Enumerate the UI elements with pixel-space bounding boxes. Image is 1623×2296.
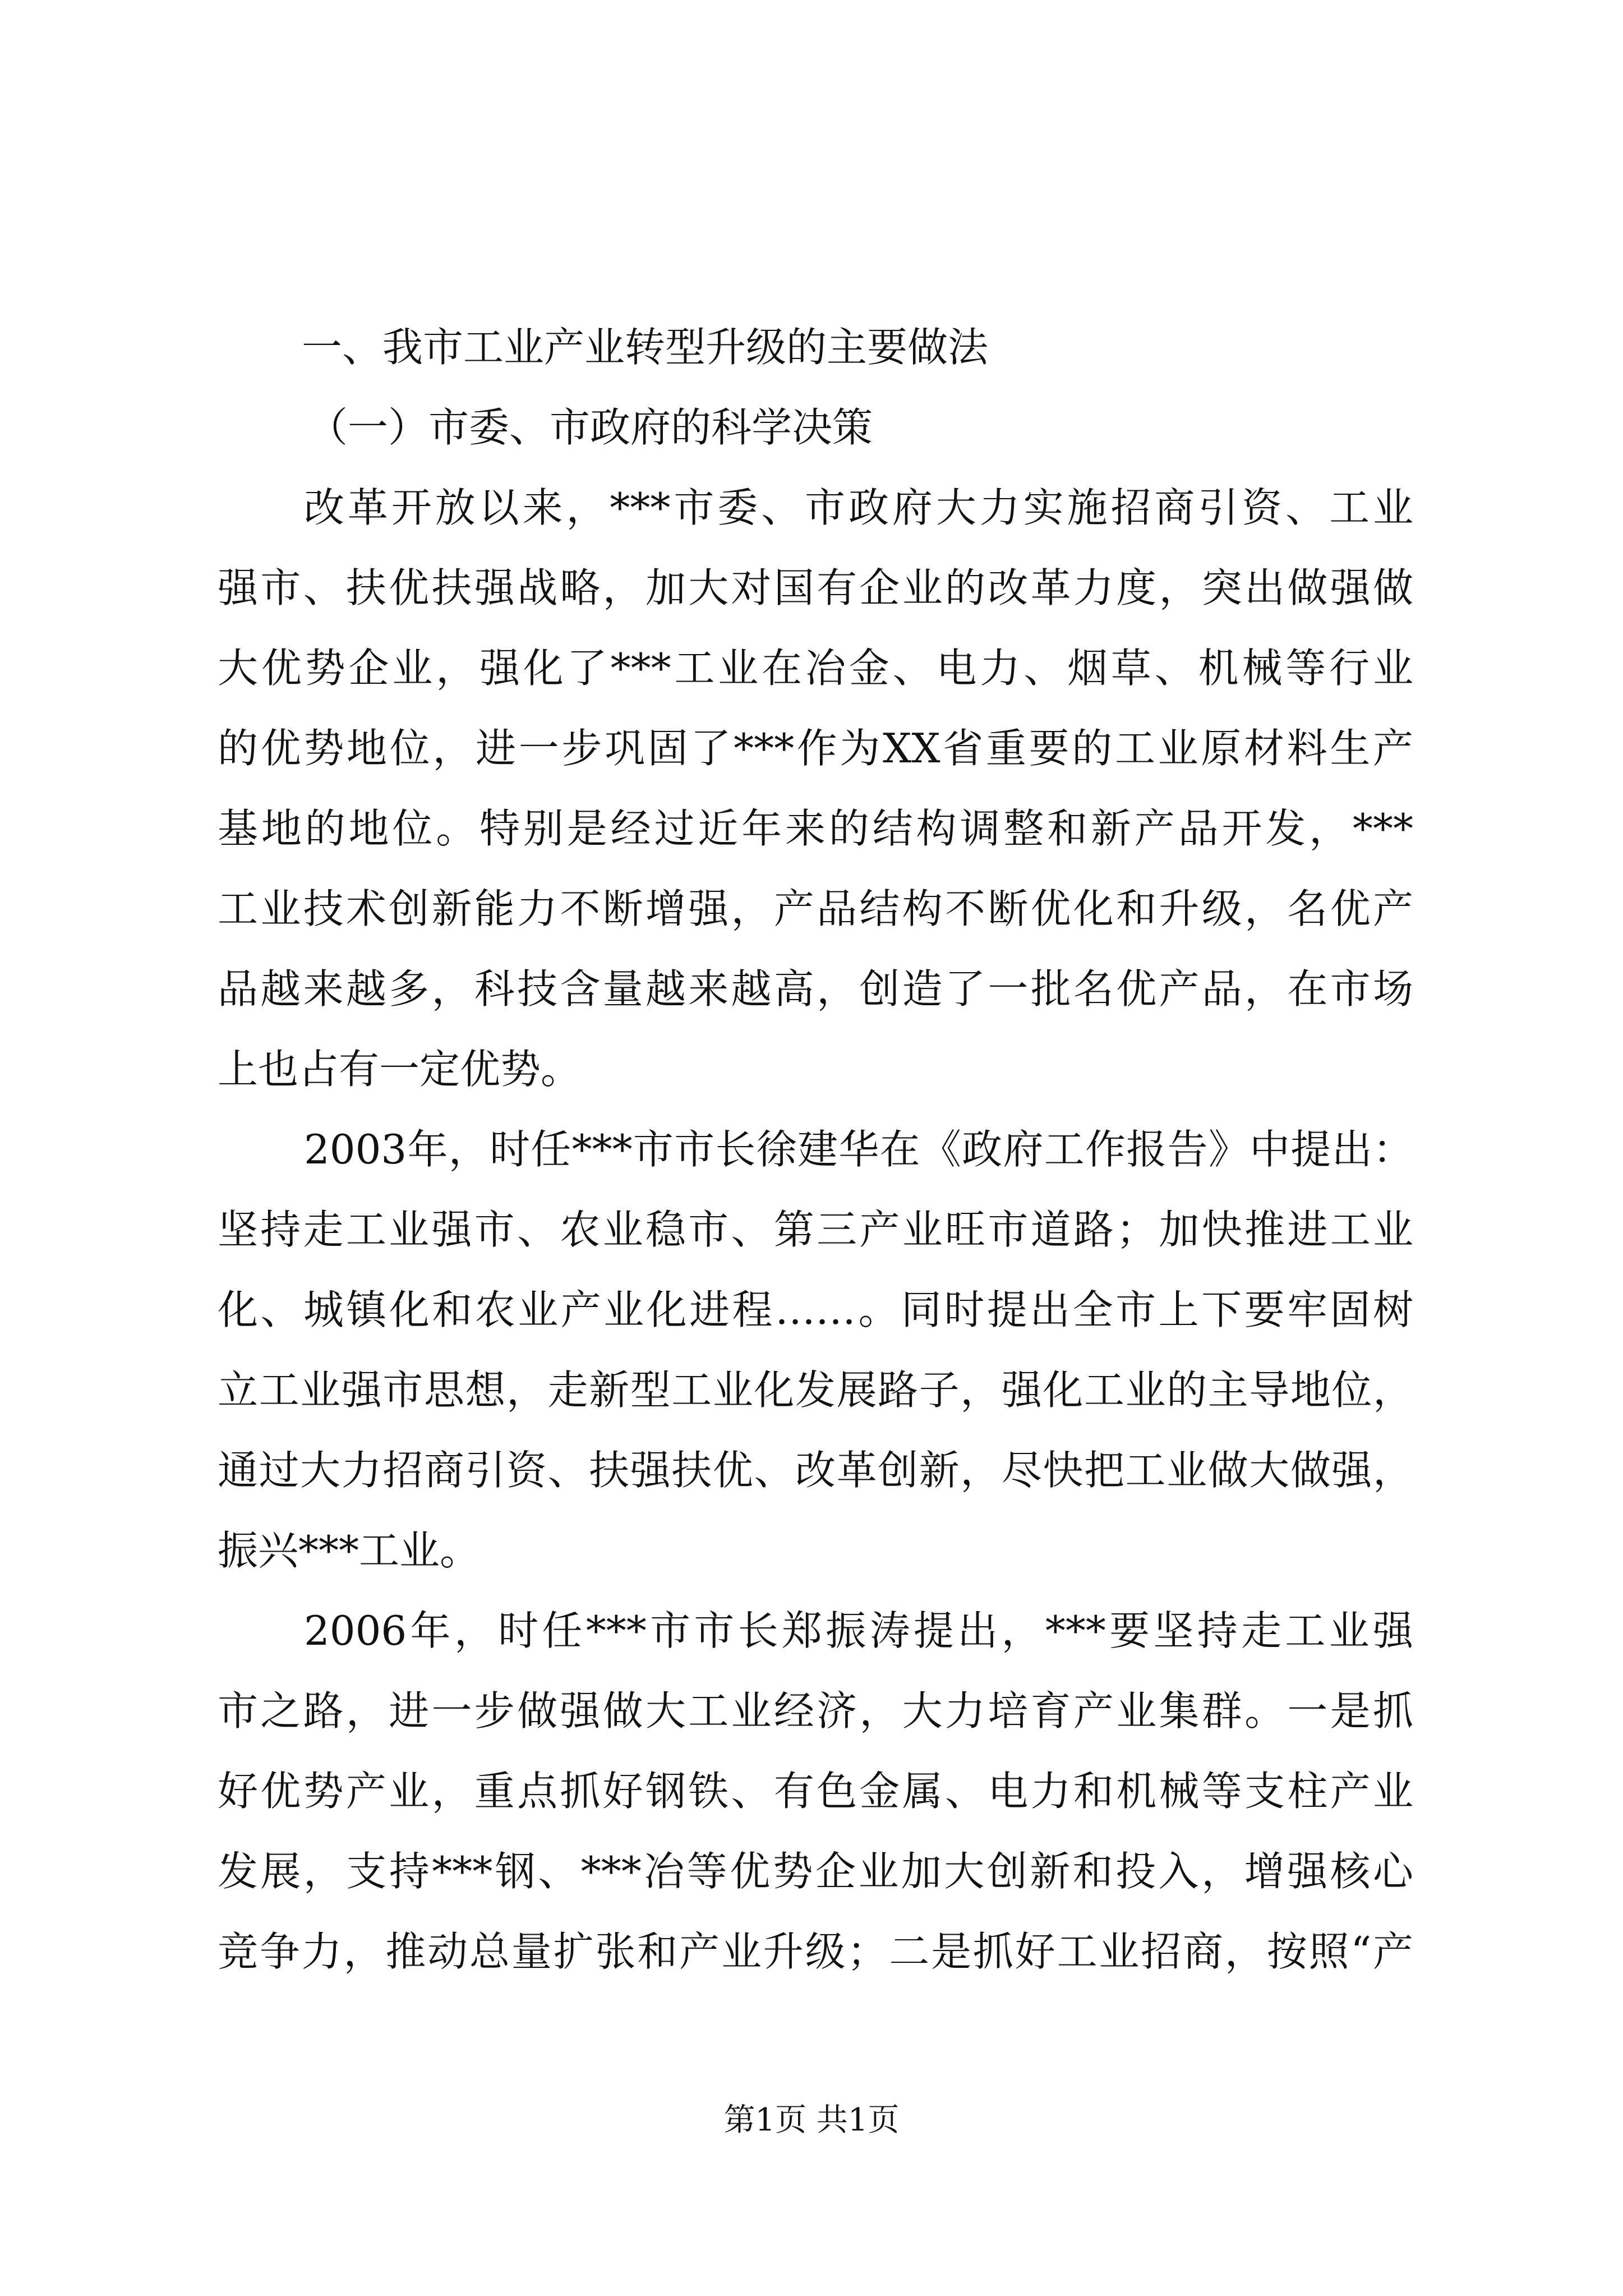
paragraph-line: 大优势企业，强化了***工业在冶金、电力、烟草、机械等行业 (218, 645, 1413, 692)
paragraph-line: 强市、扶优扶强战略，加大对国有企业的改革力度，突出做强做 (218, 564, 1413, 611)
paragraph-2 (218, 1110, 1413, 1591)
page-number-footer: 第1页 共1页 (723, 2102, 900, 2138)
paragraph-line: 竞争力，推动总量扩张和产业升级；二是抓好工业招商，按照“产 (218, 1928, 1413, 1975)
paragraph-line: 振兴***工业。 (218, 1527, 481, 1574)
paragraph-line: 基地的地位。特别是经过近年来的结构调整和新产品开发，*** (218, 805, 1413, 852)
paragraph-line: 坚持走工业强市、农业稳市、第三产业旺市道路；加快推进工业 (218, 1206, 1413, 1253)
section-heading: 一、我市工业产业转型升级的主要做法 (302, 324, 989, 371)
paragraph-3 (218, 1591, 1413, 1992)
document-body (218, 307, 1413, 1992)
paragraph-line: 品越来越多，科技含量越来越高，创造了一批名优产品，在市场 (218, 965, 1413, 1013)
paragraph-line: 立工业强市思想，走新型工业化发展路子，强化工业的主导地位， (218, 1366, 1413, 1414)
paragraph-line: 市之路，进一步做强做大工业经济，大力培育产业集群。一是抓 (218, 1687, 1413, 1734)
paragraph-line: 工业技术创新能力不断增强，产品结构不断优化和升级，名优产 (218, 885, 1413, 932)
paragraph-line: 2006年，时任***市市长郑振涛提出，***要坚持走工业强 (304, 1607, 1413, 1654)
paragraph-line: 发展，支持***钢、***冶等优势企业加大创新和投入，增强核心 (218, 1848, 1413, 1895)
paragraph-line: 化、城镇化和农业产业化进程……。同时提出全市上下要牢固树 (218, 1286, 1413, 1333)
paragraph-line: 的优势地位，进一步巩固了***作为XX省重要的工业原材料生产 (218, 725, 1413, 772)
paragraph-line: 上也占有一定优势。 (218, 1046, 582, 1093)
subsection-heading: （一）市委、市政府的科学决策 (307, 404, 873, 451)
paragraph-line: 改革开放以来，***市委、市政府大力实施招商引资、工业 (304, 484, 1413, 531)
paragraph-line: 2003年，时任***市市长徐建华在《政府工作报告》中提出： (304, 1126, 1413, 1173)
paragraph-line: 好优势产业，重点抓好钢铁、有色金属、电力和机械等支柱产业 (218, 1768, 1413, 1815)
paragraph-line: 通过大力招商引资、扶强扶优、改革创新，尽快把工业做大做强， (218, 1447, 1413, 1494)
paragraph-1 (218, 468, 1413, 1110)
